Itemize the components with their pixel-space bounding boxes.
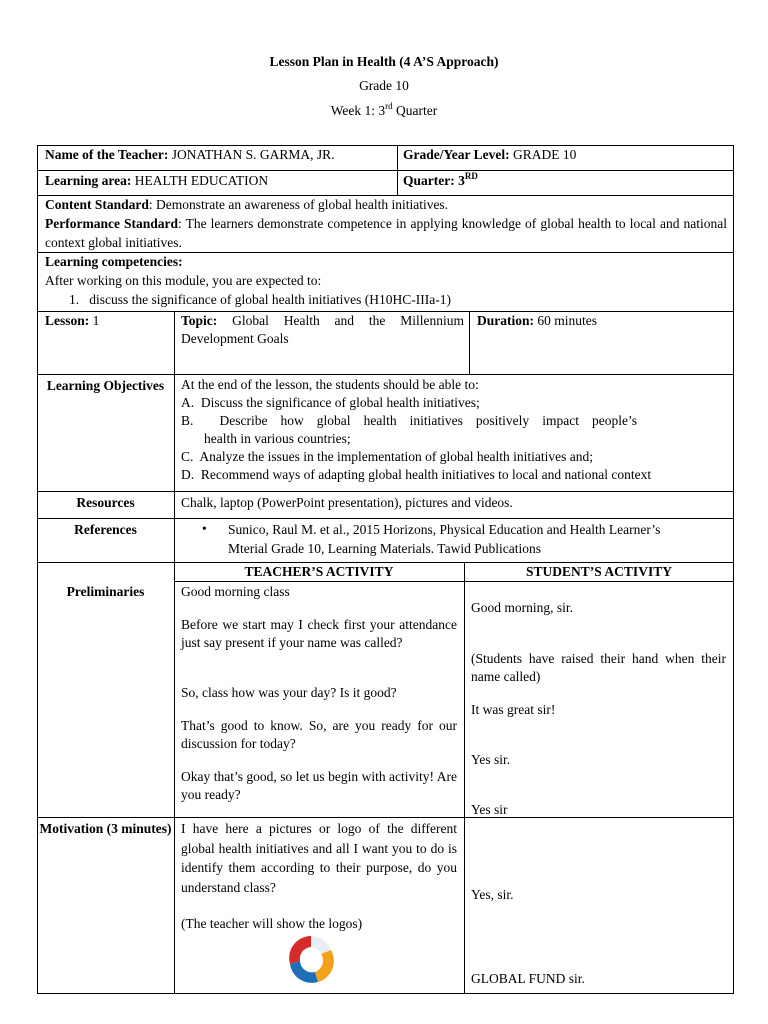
objective-b: B. Describe how global health initiatives positively impact people’s [181,413,637,428]
learning-area-row: Learning area: HEALTH EDUCATION [45,173,269,188]
row-divider [174,581,734,582]
student-attendance: (Students have raised their hand when their name called) [471,651,726,684]
week-heading: Week 1: 3rd Quarter [330,100,438,118]
global-fund-logo-icon [281,930,341,990]
objectives-intro: At the end of the lesson, the students should be able to: [181,377,479,392]
teacher-how-day: So, class how was your day? Is it good? [181,685,397,700]
col-divider [469,311,470,374]
teacher-name: JONATHAN S. GARMA, JR. [171,147,335,162]
content-standard: Content Standard: Demonstrate an awareness of global health initiatives. [45,197,449,212]
competency-item: 1. discuss the significance of global health initiatives (H10HC-IIIa-1) [69,292,452,307]
reference-line-2: Mterial Grade 10, Learning Materials. Tawid Publications [228,541,541,556]
col-divider [397,145,398,195]
competencies-intro: After working on this module, you are expected to: [45,273,322,288]
col-divider [174,311,175,994]
teacher-attendance: Before we start may I check first your attendance just say present if your name was called? [181,617,457,650]
student-activity-heading: STUDENT’S ACTIVITY [526,564,672,579]
student-greeting: Good morning, sir. [471,600,574,615]
teacher-activity-heading: TEACHER’S ACTIVITY [244,564,394,579]
lesson-number: Lesson: 1 [45,313,100,328]
teacher-ready: That’s good to know. So, are you ready for our discussion for today? [181,718,457,751]
objective-b-continued: health in various countries; [204,431,351,446]
row-divider [37,170,734,171]
bullet-icon: • [202,521,207,536]
student-day: It was great sir! [471,702,556,717]
grade-heading: Grade 10 [359,78,409,93]
student-global-fund: GLOBAL FUND sir. [471,971,585,986]
quarter-row: Quarter: 3RD [403,170,478,188]
motivation-label: Motivation (3 minutes) [39,821,172,836]
student-understand: Yes, sir. [471,887,514,902]
objective-c: C. Analyze the issues in the implementation of global health initiatives and; [181,449,594,464]
teacher-begin: Okay that’s good, so let us begin with activity! Are you ready? [181,769,457,802]
resources-value: Chalk, laptop (PowerPoint presentation), pictures and videos. [181,495,513,510]
reference-line-1: Sunico, Raul M. et al., 2015 Horizons, Physical Education and Health Learner’s [228,522,661,537]
teacher-name-row: Name of the Teacher: JONATHAN S. GARMA, JR. [45,147,335,162]
objective-d: D. Recommend ways of adapting global health initiatives to local and national context [181,467,652,482]
learning-area: HEALTH EDUCATION [134,173,269,188]
row-divider [37,518,734,519]
col-divider [464,562,465,994]
document-title: Lesson Plan in Health (4 A’S Approach) [269,54,499,69]
teacher-greeting: Good morning class [181,584,290,599]
grade-level: GRADE 10 [512,147,577,162]
objectives-label: Learning Objectives [46,378,165,393]
motivation-instructions: I have here a pictures or logo of the different global health initiatives and all I want you to do is identify them according to their purpose, do you understand class? [181,821,457,895]
performance-standard: Performance Standard: The learners demonstrate competence in applying knowledge of global health to local and national context global initiatives. [45,216,727,250]
row-divider [37,817,734,818]
lesson-duration: Duration: 60 minutes [477,313,597,328]
grade-level-row: Grade/Year Level: GRADE 10 [403,147,577,162]
student-begin: Yes sir [471,802,508,817]
references-label: References [74,522,137,537]
student-ready: Yes sir. [471,752,511,767]
preliminaries-label: Preliminaries [66,584,145,599]
resources-label: Resources [76,495,135,510]
objective-a: A. Discuss the significance of global health initiatives; [181,395,480,410]
lesson-topic: Topic: Global Health and the Millennium Development Goals [181,313,464,346]
teacher-show-logos: (The teacher will show the logos) [181,916,363,931]
row-divider [37,374,734,375]
row-divider [37,491,734,492]
competencies-label: Learning competencies: [45,254,183,269]
